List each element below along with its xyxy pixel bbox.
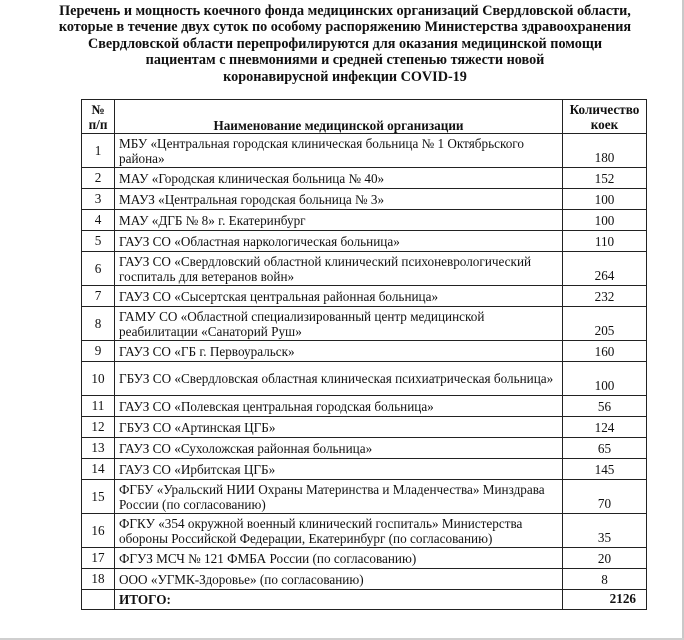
header-number: [82, 100, 115, 134]
row-number: 17: [82, 548, 115, 569]
table-row: [82, 514, 647, 548]
bed-count: 110: [563, 231, 647, 252]
bed-count: 232: [563, 286, 647, 307]
header-organization-name: Наименование медицинской организации: [115, 100, 563, 134]
table-row: [82, 231, 647, 252]
bed-count: 70: [563, 480, 647, 514]
row-number: 9: [82, 341, 115, 362]
table-row: [82, 459, 647, 480]
total-number-cell: [82, 590, 115, 610]
row-number: 7: [82, 286, 115, 307]
header-bed-count: [563, 100, 647, 134]
table-row: [82, 286, 647, 307]
row-number: 4: [82, 210, 115, 231]
organization-name: ФГБУ «Уральский НИИ Охраны Материнства и Младенчества» Минздрава России (по согласованию): [115, 480, 563, 514]
bed-count: 205: [563, 307, 647, 341]
row-number: 11: [82, 396, 115, 417]
table-row: [82, 480, 647, 514]
table-row: [82, 252, 647, 286]
organization-name: ГАУЗ СО «Сысертская центральная районная больница»: [115, 286, 563, 307]
bed-count: 145: [563, 459, 647, 480]
organization-name: МАУЗ «Центральная городская больница № 3»: [115, 189, 563, 210]
table-row: [82, 396, 647, 417]
bed-count: 65: [563, 438, 647, 459]
row-number: 12: [82, 417, 115, 438]
organization-name: ГАМУ СО «Областной специализированный центр медицинской реабилитации «Санаторий Руш»: [115, 307, 563, 341]
table-row: [82, 341, 647, 362]
row-number: 8: [82, 307, 115, 341]
organization-name: ГАУЗ СО «Свердловский областной клинический психоневрологический госпиталь для ветеранов войн»: [115, 252, 563, 286]
organization-name: МАУ «ДГБ № 8» г. Екатеринбург: [115, 210, 563, 231]
organization-name: МБУ «Центральная городская клиническая больница № 1 Октябрьского района»: [115, 134, 563, 168]
table-row: [82, 438, 647, 459]
row-number: 10: [82, 362, 115, 396]
row-number: 13: [82, 438, 115, 459]
table-row: [82, 168, 647, 189]
organization-name: ГБУЗ СО «Артинская ЦГБ»: [115, 417, 563, 438]
organization-name: ООО «УГМК-Здоровье» (по согласованию): [115, 569, 563, 590]
bed-count: 160: [563, 341, 647, 362]
table-header-row: [82, 100, 647, 134]
table-row: [82, 548, 647, 569]
organization-name: ГАУЗ СО «Сухоложская районная больница»: [115, 438, 563, 459]
bed-count: 8: [563, 569, 647, 590]
total-label: ИТОГО:: [115, 590, 563, 610]
bed-count: 264: [563, 252, 647, 286]
title-line: коронавирусной инфекции COVID-19: [223, 68, 467, 85]
table-row: [82, 417, 647, 438]
title-line: которые в течение двух суток по особому распоряжению Министерства здравоохранения: [58, 19, 632, 36]
organization-name: ГАУЗ СО «Полевская центральная городская больница»: [115, 396, 563, 417]
organization-name: ФГКУ «354 окружной военный клинический госпиталь» Министерства обороны Российской Федерации, Екатеринбург (по согласованию): [115, 514, 563, 548]
bed-count: 180: [563, 134, 647, 168]
organization-name: ГАУЗ СО «Областная наркологическая больница»: [115, 231, 563, 252]
table-row: [82, 189, 647, 210]
row-number: 5: [82, 231, 115, 252]
bed-count: 100: [563, 362, 647, 396]
bed-count: 100: [563, 210, 647, 231]
table-row: [82, 362, 647, 396]
organization-name: МАУ «Городская клиническая больница № 40»: [115, 168, 563, 189]
row-number: 2: [82, 168, 115, 189]
row-number: 3: [82, 189, 115, 210]
row-number: 1: [82, 134, 115, 168]
table-row: [82, 307, 647, 341]
header-beds-line1: Количество: [569, 101, 640, 117]
header-beds-line2: коек: [590, 116, 619, 132]
table-row: [82, 210, 647, 231]
organization-name: ГБУЗ СО «Свердловская областная клиническая психиатрическая больница»: [115, 362, 563, 396]
bed-count: 124: [563, 417, 647, 438]
bed-count: 56: [563, 396, 647, 417]
organization-name: ГАУЗ СО «Ирбитская ЦГБ»: [115, 459, 563, 480]
title-line: пациентам с пневмониями и средней степенью тяжести новой: [145, 52, 545, 69]
table-row: [82, 134, 647, 168]
header-number-line1: №: [91, 101, 105, 117]
hospital-beds-table: [81, 99, 647, 610]
title-line: Свердловской области перепрофилируются для оказания медицинской помощи: [88, 35, 602, 52]
row-number: 18: [82, 569, 115, 590]
organization-name: ГАУЗ СО «ГБ г. Первоуральск»: [115, 341, 563, 362]
document-title: [40, 3, 650, 85]
bed-count: 152: [563, 168, 647, 189]
bed-count: 100: [563, 189, 647, 210]
title-line: Перечень и мощность коечного фонда медицинских организаций Свердловской области,: [59, 3, 631, 19]
row-number: 14: [82, 459, 115, 480]
total-beds: 2126: [563, 590, 647, 610]
row-number: 15: [82, 480, 115, 514]
table-row: [82, 569, 647, 590]
total-row: [82, 590, 647, 610]
bed-count: 20: [563, 548, 647, 569]
row-number: 16: [82, 514, 115, 548]
organization-name: ФГУЗ МСЧ № 121 ФМБА России (по согласованию): [115, 548, 563, 569]
header-number-line2: п/п: [88, 116, 108, 132]
bed-count: 35: [563, 514, 647, 548]
row-number: 6: [82, 252, 115, 286]
